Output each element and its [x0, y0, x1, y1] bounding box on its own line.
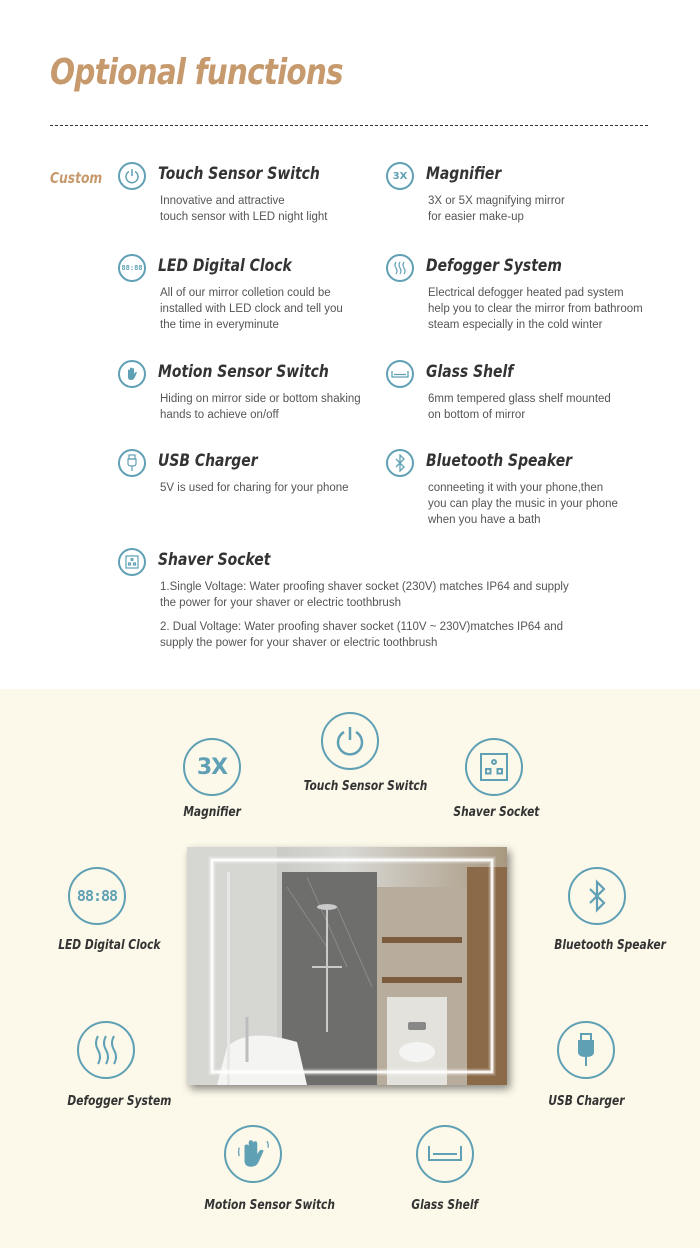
magnifier-3x-icon — [183, 738, 241, 796]
digital-clock-icon — [68, 867, 126, 925]
heat-waves-icon — [77, 1021, 135, 1079]
digital-clock-icon — [118, 254, 146, 282]
usb-plug-icon — [557, 1021, 615, 1079]
heat-waves-icon — [386, 254, 414, 282]
bluetooth-icon — [568, 867, 626, 925]
feature-description: conneeting it with your phone,then you can play the music in your phone when you have a bath — [428, 482, 618, 526]
diagram-motion-sensor — [190, 1125, 335, 1214]
feature-title: Glass Shelf — [426, 362, 514, 382]
feature-title: USB Charger — [158, 451, 258, 471]
diagram-label: LED Digital Clock — [58, 938, 161, 953]
feature-title: Defogger System — [426, 256, 562, 276]
feature-title: Motion Sensor Switch — [158, 362, 329, 382]
diagram-led-clock — [47, 867, 161, 954]
power-icon — [321, 712, 379, 770]
power-icon — [118, 162, 146, 190]
feature-title: Shaver Socket — [158, 550, 271, 570]
diagram-glass-shelf — [395, 1125, 495, 1214]
diagram-label: USB Charger — [547, 1094, 625, 1109]
usb-plug-icon — [118, 449, 146, 477]
glass-shelf-icon — [416, 1125, 474, 1183]
hand-wave-icon — [118, 360, 146, 388]
diagram-label: Magnifier — [183, 805, 241, 820]
diagram-usb-charger — [536, 1021, 636, 1110]
feature-title: LED Digital Clock — [158, 256, 292, 276]
diagram-label: Glass Shelf — [411, 1198, 479, 1213]
feature-description-dual-voltage: 2. Dual Voltage: Water proofing shaver socket (110V ~ 230V)matches IP64 and supply the power for your shaver or electric toothbrush — [160, 621, 564, 649]
feature-description: 6mm tempered glass shelf mounted on bottom of mirror — [428, 393, 611, 421]
diagram-touch-sensor — [290, 712, 428, 795]
feature-title: Magnifier — [426, 164, 502, 184]
clock-icon-text: 88:88 — [76, 887, 118, 905]
diagram-label: Shaver Socket — [453, 805, 540, 820]
custom-label: Custom — [50, 169, 103, 187]
feature-description-single-voltage: 1.Single Voltage: Water proofing shaver socket (230V) matches IP64 and supply the power for your shaver or electric toothbrush — [160, 581, 569, 609]
feature-description: Innovative and attractive touch sensor with LED night light — [160, 195, 328, 223]
diagram-bluetooth — [542, 867, 666, 954]
dashed-divider — [50, 125, 648, 126]
diagram-label: Touch Sensor Switch — [303, 779, 428, 794]
diagram-defogger — [56, 1021, 172, 1110]
mirror-photo — [187, 847, 507, 1085]
bluetooth-icon — [386, 449, 414, 477]
feature-title: Bluetooth Speaker — [426, 451, 573, 471]
diagram-label: Defogger System — [67, 1094, 172, 1109]
feature-description: Electrical defogger heated pad system help you to clear the mirror from bathroom steam especially in the cold winter — [428, 287, 643, 331]
magnifier-icon-text: 3X — [196, 754, 228, 780]
glass-shelf-icon — [386, 360, 414, 388]
page-title: Optional functions — [50, 52, 343, 93]
feature-description: 5V is used for charing for your phone — [160, 482, 349, 494]
feature-description: 3X or 5X magnifying mirror for easier make-up — [428, 195, 565, 223]
hand-wave-icon — [224, 1125, 282, 1183]
diagram-label: Motion Sensor Switch — [204, 1198, 335, 1213]
feature-title: Touch Sensor Switch — [158, 164, 320, 184]
feature-description: All of our mirror colletion could be installed with LED clock and tell you the time in everyminute — [160, 287, 343, 331]
magnifier-3x-icon — [386, 162, 414, 190]
socket-icon — [465, 738, 523, 796]
magnifier-icon-text: 3X — [392, 170, 408, 182]
feature-description: Hiding on mirror side or bottom shaking hands to achieve on/off — [160, 393, 361, 421]
diagram-label: Bluetooth Speaker — [554, 938, 666, 953]
diagram-shaver-socket — [444, 738, 544, 821]
diagram-magnifier — [162, 738, 262, 821]
socket-icon — [118, 548, 146, 576]
clock-icon-text: 88:88 — [121, 264, 143, 272]
